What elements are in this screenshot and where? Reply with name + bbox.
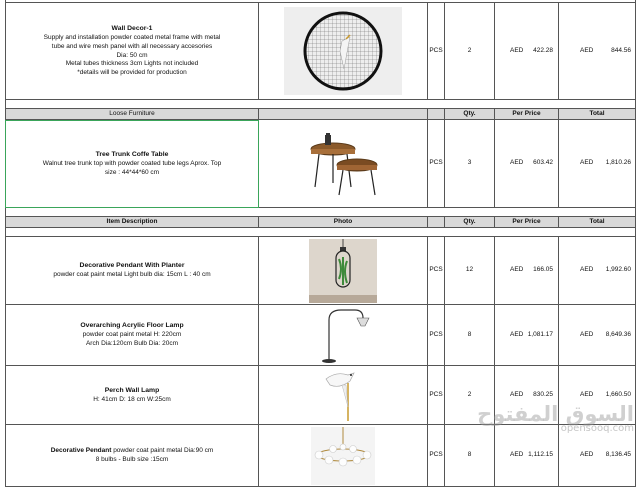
total-value: 844.56	[611, 46, 631, 54]
item-unit: PCS	[428, 237, 445, 305]
item-description	[5, 237, 259, 305]
item-detail: Walnut tree trunk top with powder coated tube legs Aprox. Top	[42, 159, 222, 167]
item-description	[5, 366, 259, 425]
item-detail: powder coat paint metal Light bulb dia: 15cm L : 40 cm	[53, 271, 211, 279]
item-per-price	[495, 3, 559, 100]
row-spacer	[5, 100, 636, 109]
item-total	[559, 237, 636, 305]
item-unit: PCS	[428, 305, 445, 366]
watermark-latin: opensooq.com	[560, 423, 634, 434]
item-detail: Dia: 50 cm	[116, 51, 148, 59]
item-unit: PCS	[428, 425, 445, 487]
currency-label: AED	[580, 46, 594, 54]
wall-decor-image	[284, 7, 402, 95]
item-title-suffix: powder coat paint metal Dia:90 cm	[111, 446, 214, 454]
header-photo: Photo	[259, 217, 428, 228]
item-per-price	[495, 237, 559, 305]
item-detail: 8 bulbs - Bulb size :15cm	[95, 455, 169, 463]
item-title: Decorative Pendant With Planter	[79, 262, 185, 270]
row-spacer	[5, 228, 636, 237]
per-price-value: 830.25	[533, 390, 553, 398]
table-row	[0, 3, 640, 100]
item-photo-cell	[259, 237, 428, 305]
per-price-value: 166.05	[533, 266, 553, 274]
currency-label: AED	[510, 330, 524, 338]
section-unit-col	[428, 109, 445, 120]
item-qty: 2	[445, 366, 495, 425]
currency-label: AED	[580, 159, 594, 167]
item-total	[559, 120, 636, 208]
item-unit: PCS	[428, 3, 445, 100]
total-value: 1,660.50	[605, 390, 631, 398]
item-photo-cell	[259, 305, 428, 366]
item-total	[559, 366, 636, 425]
item-title: Overarching Acrylic Floor Lamp	[80, 322, 184, 330]
chandelier-image	[311, 427, 375, 485]
table-row	[0, 366, 640, 425]
table-row	[0, 237, 640, 305]
item-title: Perch Wall Lamp	[104, 386, 160, 394]
section-qty-header: Qty.	[445, 109, 495, 120]
item-per-price	[495, 425, 559, 487]
section-header	[0, 109, 640, 120]
total-value: 8,136.45	[605, 451, 631, 459]
currency-label: AED	[510, 159, 524, 167]
item-photo-cell	[259, 425, 428, 487]
header-unit	[428, 217, 445, 228]
currency-label: AED	[580, 451, 594, 459]
currency-label: AED	[580, 390, 594, 398]
total-value: 1,992.60	[605, 266, 631, 274]
item-title: Tree Trunk Coffe Table	[95, 150, 169, 158]
total-value: 8,649.36	[605, 330, 631, 338]
section-per-price-header: Per Price	[495, 109, 559, 120]
item-description	[5, 3, 259, 100]
total-value: 1,810.26	[605, 159, 631, 167]
item-unit: PCS	[428, 120, 445, 208]
item-detail: Metal tubes thickness 3cm Lights not included	[65, 60, 199, 68]
per-price-value: 422.28	[533, 46, 553, 54]
section-label: Loose Furniture	[5, 109, 259, 120]
table-row	[0, 305, 640, 366]
item-photo-cell	[259, 120, 428, 208]
item-detail: Arch Dia:120cm Bulb Dia: 20cm	[85, 340, 179, 348]
item-description	[5, 305, 259, 366]
per-price-value: 1,112.15	[528, 451, 553, 459]
per-price-value: 1,081.17	[527, 330, 553, 338]
pendant-planter-image	[309, 239, 377, 303]
item-description[interactable]	[5, 120, 259, 208]
header-total: Total	[559, 217, 636, 228]
currency-label: AED	[510, 266, 524, 274]
item-title-line	[51, 447, 214, 456]
item-detail: size : 44*44*60 cm	[104, 168, 160, 176]
header-description: Item Description	[5, 217, 259, 228]
currency-label: AED	[510, 390, 524, 398]
section-total-header: Total	[559, 109, 636, 120]
item-per-price	[495, 120, 559, 208]
perch-lamp-image	[318, 367, 368, 423]
item-unit: PCS	[428, 366, 445, 425]
item-per-price	[495, 366, 559, 425]
item-qty: 8	[445, 425, 495, 487]
item-qty: 3	[445, 120, 495, 208]
item-qty: 8	[445, 305, 495, 366]
item-per-price	[495, 305, 559, 366]
item-qty: 2	[445, 3, 495, 100]
currency-label: AED	[580, 266, 594, 274]
item-detail: tube and wire mesh panel with all necessary accesories	[51, 42, 213, 50]
floor-lamp-image	[315, 306, 371, 364]
watermark-arabic: السوق المفتوح	[477, 402, 634, 426]
per-price-value: 603.42	[533, 159, 553, 167]
item-detail: Supply and installation powder coated metal frame with metal	[43, 34, 221, 42]
row-spacer	[5, 208, 636, 217]
item-total	[559, 425, 636, 487]
item-detail: H: 41cm D: 18 cm W:25cm	[93, 395, 171, 403]
item-detail: *details will be provided for production	[77, 69, 187, 77]
item-description	[5, 425, 259, 487]
currency-label: AED	[510, 451, 524, 459]
currency-label: AED	[510, 46, 524, 54]
header-per-price: Per Price	[495, 217, 559, 228]
header-qty: Qty.	[445, 217, 495, 228]
table-header	[0, 217, 640, 228]
item-total	[559, 3, 636, 100]
table-row	[0, 425, 640, 487]
item-qty: 12	[445, 237, 495, 305]
currency-label: AED	[580, 330, 594, 338]
item-photo-cell	[259, 3, 428, 100]
item-detail: powder coat paint metal H: 220cm	[82, 331, 182, 339]
table-row	[0, 120, 640, 208]
item-total	[559, 305, 636, 366]
coffee-table-image	[293, 127, 393, 201]
item-title: Wall Decor-1	[111, 25, 153, 32]
section-photo-col	[259, 109, 428, 120]
item-title: Decorative Pendant	[50, 446, 112, 454]
item-photo-cell	[259, 366, 428, 425]
